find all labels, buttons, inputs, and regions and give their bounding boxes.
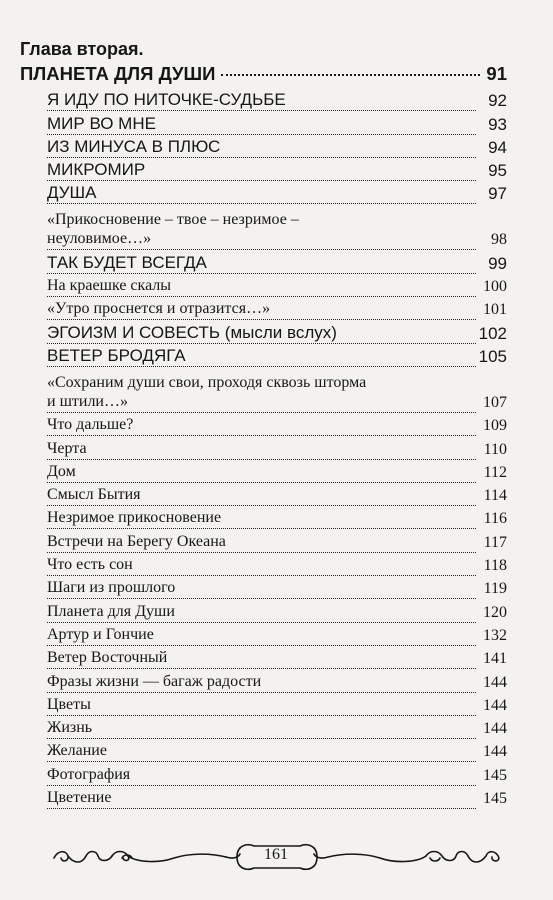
- toc-entry: [47, 786, 507, 809]
- toc-entry-page: 141: [483, 650, 507, 668]
- toc-entry-title: ДУША: [47, 183, 476, 204]
- toc-entry-title: ЭГОИЗМ И СОВЕСТЬ (мысли вслух): [47, 323, 476, 344]
- toc-entry: [47, 460, 507, 483]
- toc-entry: [47, 506, 507, 529]
- toc-entry: [47, 111, 507, 134]
- toc-entry-page: 107: [483, 393, 507, 411]
- toc-entry-title: Смысл Бытия: [47, 485, 476, 506]
- toc-entry: [47, 88, 507, 111]
- toc-entry-title: Фразы жизни — багаж радости: [47, 672, 476, 693]
- toc-entry-title: ИЗ МИНУСА В ПЛЮС: [47, 137, 476, 158]
- toc-entry: [47, 344, 507, 367]
- toc-entry-page: 118: [483, 557, 507, 575]
- toc-entry: [47, 436, 507, 459]
- toc-entry: [47, 204, 507, 250]
- toc-entry-page: 99: [488, 253, 507, 273]
- toc-entry-page: 92: [488, 91, 507, 111]
- toc-entry-page: 102: [478, 323, 507, 343]
- dot-leader: [221, 74, 480, 76]
- toc-entry-page: 94: [488, 137, 507, 157]
- toc-entry-page: 93: [488, 114, 507, 134]
- toc-entry-title: На краешке скалы: [47, 276, 476, 297]
- toc-entry-page: 145: [483, 790, 507, 808]
- toc-entry-page: 110: [483, 440, 507, 458]
- toc-entry-title-line2: неуловимое…»: [47, 230, 152, 248]
- toc-entry-page: 105: [478, 346, 507, 366]
- toc-entry-title: «Утро проснется и отразится…»: [47, 299, 476, 320]
- toc-entry: [47, 181, 507, 204]
- toc-entry-title: Что есть сон: [47, 555, 476, 576]
- toc-entry-title: Ветер Восточный: [47, 648, 476, 669]
- toc-entry-title: Незримое прикосновение: [47, 508, 476, 529]
- toc-entry-page: 114: [483, 487, 507, 505]
- toc-entry-page: 120: [483, 603, 507, 621]
- toc-entry: [47, 693, 507, 716]
- toc-entry-title: Жизнь: [47, 718, 476, 739]
- toc-entry: [47, 739, 507, 762]
- toc-entry: [47, 529, 507, 552]
- toc-entry-title: Черта: [47, 439, 476, 460]
- toc-entry-title: Желание: [47, 741, 476, 762]
- table-of-contents: [47, 88, 507, 809]
- toc-entry-page: 100: [483, 278, 507, 296]
- toc-entry: [47, 297, 507, 320]
- toc-entry: [47, 716, 507, 739]
- toc-entry-title: Дом: [47, 462, 476, 483]
- toc-entry-title: ТАК БУДЕТ ВСЕГДА: [47, 253, 476, 274]
- toc-entry-title: Артур и Гончие: [47, 625, 476, 646]
- toc-entry-page: 116: [483, 510, 507, 528]
- toc-entry-title: Планета для Души: [47, 602, 476, 623]
- toc-entry-title: Фотография: [47, 765, 476, 786]
- toc-entry: [47, 646, 507, 669]
- toc-entry-page: 144: [483, 696, 507, 714]
- toc-entry: [47, 623, 507, 646]
- toc-entry-title: [47, 373, 476, 413]
- page-footer: [50, 836, 503, 876]
- toc-entry: [47, 483, 507, 506]
- toc-entry-page: 97: [488, 184, 507, 204]
- toc-entry: [47, 553, 507, 576]
- toc-entry: [47, 576, 507, 599]
- toc-entry-title: ВЕТЕР БРОДЯГА: [47, 346, 476, 367]
- toc-entry: [47, 367, 507, 413]
- toc-entry-page: 144: [483, 673, 507, 691]
- toc-entry: [47, 250, 507, 273]
- toc-entry-title-line1: «Прикосновение – твое – незримое –: [47, 211, 299, 229]
- toc-entry-title: [47, 210, 476, 250]
- toc-entry-page: 95: [488, 161, 507, 181]
- toc-entry: [47, 599, 507, 622]
- toc-entry: [47, 135, 507, 158]
- toc-entry-page: 144: [483, 720, 507, 738]
- toc-entry: [47, 320, 507, 343]
- toc-entry-page: 144: [483, 743, 507, 761]
- toc-entry-page: 112: [483, 463, 507, 481]
- toc-entry: [47, 274, 507, 297]
- chapter-page: 91: [486, 63, 507, 84]
- toc-entry-page: 145: [483, 766, 507, 784]
- toc-entry-title: Шаги из прошлого: [47, 578, 476, 599]
- toc-entry: [47, 413, 507, 436]
- chapter-label: Глава вторая.: [20, 39, 144, 59]
- toc-entry-page: 119: [483, 580, 507, 598]
- toc-entry-title: Встречи на Берегу Океана: [47, 532, 476, 553]
- toc-entry-title: МИКРОМИР: [47, 160, 476, 181]
- toc-entry-title-line2: и штили…»: [47, 392, 128, 410]
- toc-entry-title: МИР ВО МНЕ: [47, 114, 476, 135]
- toc-entry-page: 117: [483, 533, 507, 551]
- toc-entry-title: Цветы: [47, 695, 476, 716]
- toc-entry: [47, 762, 507, 785]
- chapter-title: ПЛАНЕТА ДЛЯ ДУШИ: [20, 63, 216, 84]
- toc-entry-title: Что дальше?: [47, 415, 476, 436]
- toc-entry-title-line1: «Сохраним души свои, проходя сквозь шторма: [47, 373, 367, 391]
- chapter-title-row: [20, 62, 507, 86]
- page-number: 161: [264, 846, 288, 863]
- toc-entry-title: Я ИДУ ПО НИТОЧКЕ-СУДЬБЕ: [47, 90, 476, 111]
- toc-entry: [47, 158, 507, 181]
- toc-entry-page: 109: [483, 417, 507, 435]
- toc-entry-page: 98: [491, 231, 507, 249]
- toc-entry: [47, 669, 507, 692]
- toc-entry-page: 132: [483, 626, 507, 644]
- toc-entry-title: Цветение: [47, 788, 476, 809]
- toc-entry-page: 101: [483, 301, 507, 319]
